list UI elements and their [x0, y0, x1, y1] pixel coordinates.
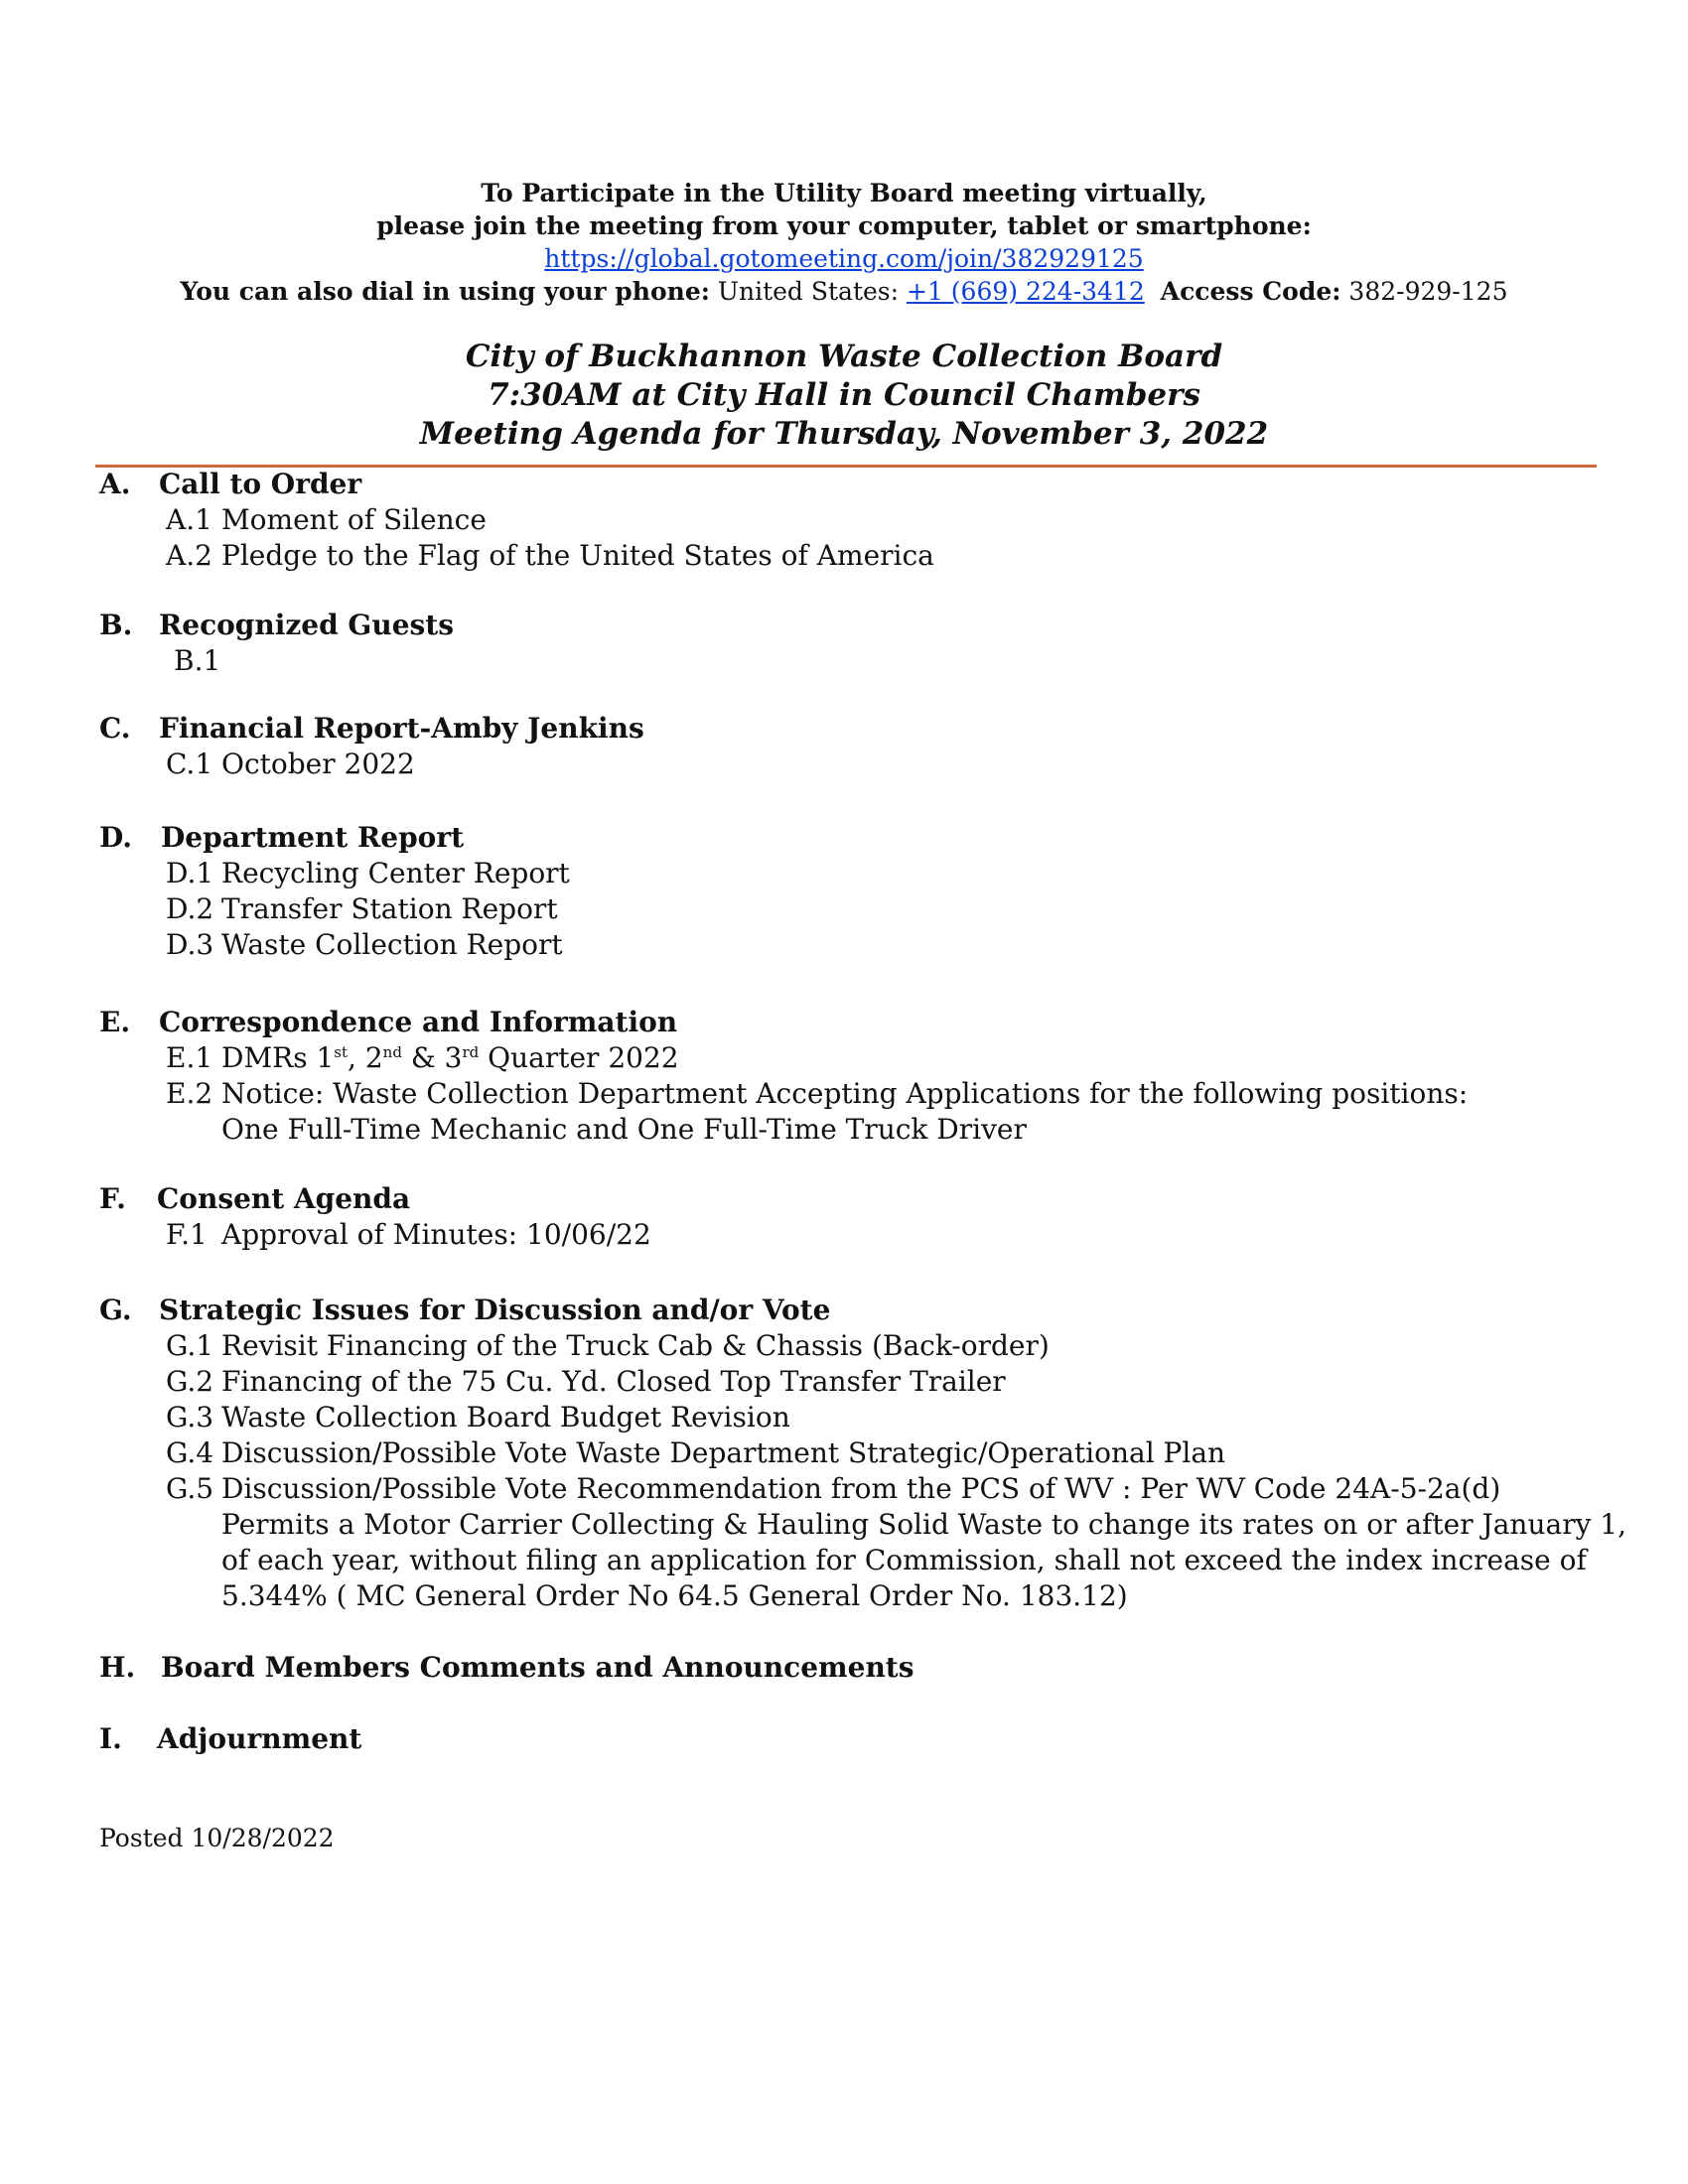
agenda-item-a2 — [166, 538, 934, 574]
section-letter-g: G. — [99, 1294, 132, 1326]
meeting-link[interactable]: https://global.gotomeeting.com/join/382929125 — [544, 244, 1144, 273]
item-text: Waste Collection Report — [221, 928, 563, 961]
agenda-item-f1 — [166, 1217, 651, 1253]
ordinal-suffix: st — [334, 1043, 349, 1061]
item-text: Approval of Minutes: 10/06/22 — [221, 1218, 651, 1251]
item-number: G.3 — [166, 1401, 214, 1433]
item-text: Recycling Center Report — [221, 857, 570, 889]
participation-line-2: please join the meeting from your computer, tablet or smartphone: — [376, 211, 1312, 240]
title-line-1: City of Buckhannon Waste Collection Board — [465, 339, 1223, 374]
section-title-recognized-guests: Recognized Guests — [159, 609, 454, 641]
title-line-3: Meeting Agenda for Thursday, November 3, 2022 — [419, 416, 1269, 452]
section-title-financial-report: Financial Report-Amby Jenkins — [159, 712, 644, 745]
item-text: Discussion/Possible Vote Waste Department Strategic/Operational Plan — [221, 1436, 1226, 1469]
item-text: Financing of the 75 Cu. Yd. Closed Top Transfer Trailer — [221, 1365, 1006, 1398]
agenda-item-g5 — [166, 1471, 1500, 1507]
item-number: G.2 — [166, 1365, 214, 1398]
item-number: G.4 — [166, 1436, 214, 1469]
item-number: A.1 — [166, 503, 212, 536]
section-title-correspondence: Correspondence and Information — [159, 1006, 678, 1038]
phone-link[interactable]: +1 (669) 224-3412 — [907, 277, 1145, 306]
section-title-call-to-order: Call to Order — [159, 468, 362, 500]
agenda-item-g4 — [166, 1435, 1225, 1471]
title-line-2: 7:30AM at City Hall in Council Chambers — [488, 377, 1200, 413]
country-label: United States: — [717, 277, 900, 306]
agenda-item-g3 — [166, 1400, 790, 1435]
item-number: B.1 — [174, 644, 221, 677]
agenda-item-e1 — [166, 1040, 679, 1076]
access-code: 382-929-125 — [1348, 277, 1508, 306]
item-text: Revisit Financing of the Truck Cab & Chassis (Back-order) — [221, 1329, 1050, 1362]
item-text: Transfer Station Report — [221, 892, 558, 925]
agenda-item-c1 — [166, 747, 415, 782]
item-number: F.1 — [166, 1218, 208, 1251]
agenda-item-d1 — [166, 856, 570, 891]
agenda-item-g5-continued-3: 5.344% ( MC General Order No 64.5 General Order No. 183.12) — [221, 1579, 1128, 1612]
agenda-item-a1 — [166, 502, 487, 538]
section-letter-b: B. — [99, 609, 133, 641]
item-text: October 2022 — [221, 748, 415, 780]
item-number: D.1 — [166, 857, 214, 889]
section-letter-i: I. — [99, 1722, 122, 1755]
item-text: Waste Collection Board Budget Revision — [221, 1401, 790, 1433]
agenda-item-g5-continued-1: Permits a Motor Carrier Collecting & Hauling Solid Waste to change its rates on or after January 1, — [221, 1508, 1627, 1541]
item-text: Discussion/Possible Vote Recommendation from the PCS of WV : Per WV Code 24A-5-2a(d) — [221, 1472, 1501, 1505]
posted-date: Posted 10/28/2022 — [99, 1824, 335, 1852]
item-number: A.2 — [166, 539, 212, 572]
page-title — [0, 338, 1688, 454]
agenda-item-g2 — [166, 1364, 1006, 1400]
section-letter-e: E. — [99, 1006, 131, 1038]
section-title-adjournment: Adjournment — [157, 1722, 362, 1755]
item-number: D.3 — [166, 928, 214, 961]
agenda-item-e2 — [166, 1076, 1468, 1112]
agenda-item-g1 — [166, 1328, 1050, 1364]
item-text: & 3 — [401, 1041, 463, 1074]
item-number: E.2 — [166, 1077, 213, 1110]
agenda-item-e2-continued: One Full-Time Mechanic and One Full-Time Truck Driver — [221, 1113, 1027, 1146]
section-title-department-report: Department Report — [161, 821, 465, 854]
section-title-strategic-issues: Strategic Issues for Discussion and/or Vote — [159, 1294, 831, 1326]
participation-line-1: To Participate in the Utility Board meeting virtually, — [481, 179, 1207, 207]
item-text: Notice: Waste Collection Department Accepting Applications for the following positions: — [221, 1077, 1469, 1110]
section-letter-d: D. — [99, 821, 133, 854]
section-title-board-comments: Board Members Comments and Announcements — [161, 1651, 914, 1684]
section-letter-c: C. — [99, 712, 131, 745]
ordinal-suffix: rd — [462, 1043, 480, 1061]
item-text: Moment of Silence — [221, 503, 487, 536]
participation-info — [0, 177, 1688, 308]
agenda-item-b1 — [174, 643, 229, 679]
item-text: Quarter 2022 — [479, 1041, 679, 1074]
agenda-item-g5-continued-2: of each year, without filing an application for Commission, shall not exceed the index increase of — [221, 1544, 1587, 1576]
dial-label: You can also dial in using your phone: — [180, 277, 710, 306]
section-letter-a: A. — [99, 468, 131, 500]
item-number: E.1 — [166, 1041, 213, 1074]
access-code-label: Access Code: — [1160, 277, 1341, 306]
item-text: Pledge to the Flag of the United States of America — [221, 539, 934, 572]
item-number: G.1 — [166, 1329, 214, 1362]
section-letter-h: H. — [99, 1651, 136, 1684]
dial-in-line — [0, 275, 1688, 308]
item-number: G.5 — [166, 1472, 214, 1505]
item-text: , 2 — [348, 1041, 383, 1074]
ordinal-suffix: nd — [382, 1043, 402, 1061]
item-text: DMRs 1 — [221, 1041, 335, 1074]
section-letter-f: F. — [99, 1182, 126, 1215]
agenda-item-d2 — [166, 891, 558, 927]
section-title-consent-agenda: Consent Agenda — [157, 1182, 411, 1215]
agenda-item-d3 — [166, 927, 563, 963]
item-number: D.2 — [166, 892, 214, 925]
item-number: C.1 — [166, 748, 213, 780]
